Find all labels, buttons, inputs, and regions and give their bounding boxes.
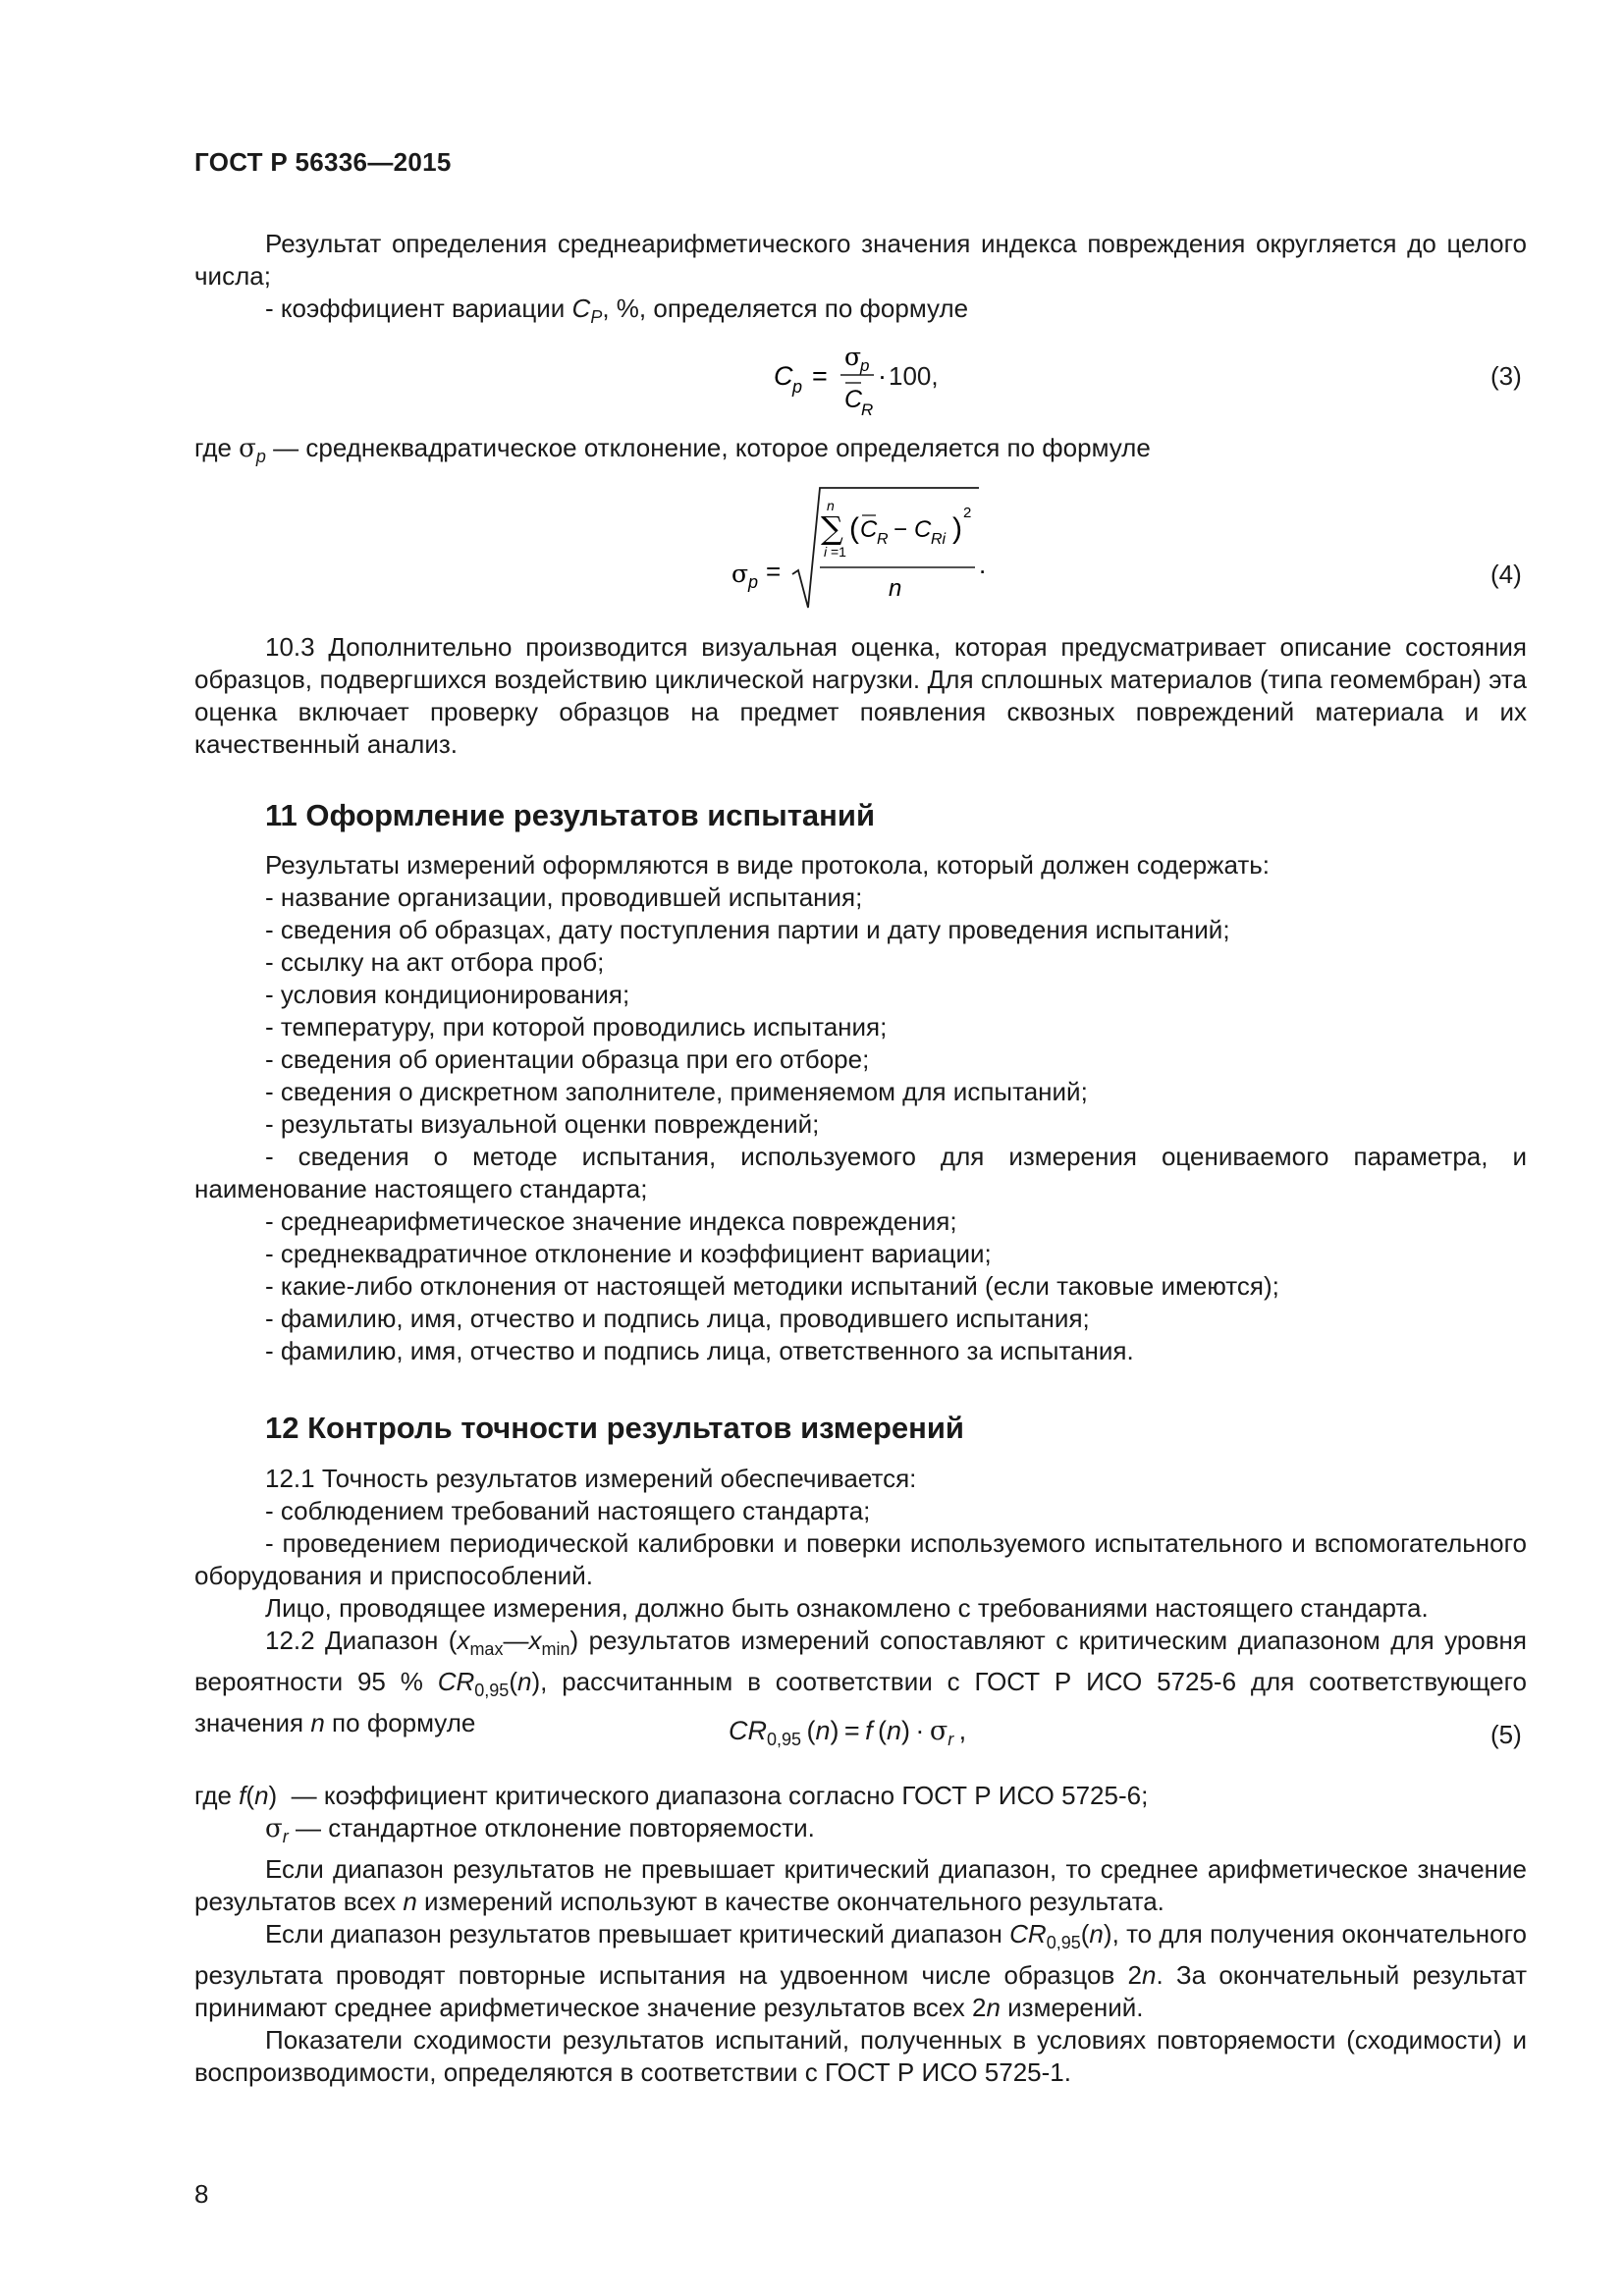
section-12-body-a — [194, 1463, 1527, 1739]
page-number: 8 — [194, 2179, 209, 2209]
variation-item-prefix: - коэффициент вариации — [265, 294, 572, 323]
list-item: - результаты визуальной оценки повреждений; — [265, 1109, 820, 1139]
formula-3-factor: 100, — [889, 361, 939, 391]
list-item: - название организации, проводившей испытания; — [265, 882, 863, 912]
equation-number-5: (5) — [1490, 1720, 1522, 1749]
section-12-title: 12 Контроль точности результатов измерений — [265, 1411, 964, 1445]
equation-number-4: (4) — [1490, 560, 1522, 589]
list-item: - среднеарифметическое значение индекса повреждения; — [265, 1206, 957, 1236]
p4-part-b: измерений используют в качестве окончательного результата. — [416, 1887, 1164, 1916]
svg-text:C: C — [844, 386, 863, 413]
section-11-body — [194, 849, 1527, 1367]
paragraph-12-2: 12.2 Диапазон $(x_{max}—x_{min})$ результатов измерений сопоставляют с критическим диапазоном для уровня вероятности 95 % $CR_{0,95}(n)$, рассчитанным в соответствии с ГОСТ Р ИСО 5725-6 для соответствующего значения n по формуле — [194, 1626, 1527, 1737]
svg-text:i: i — [824, 544, 828, 560]
list-item: - проведением периодической калибровки и поверки используемого испытательного и вспомогательного оборудования и приспособлений. — [194, 1528, 1527, 1590]
paragraph-12-1: 12.1 Точность результатов измерений обеспечивается: — [265, 1464, 917, 1493]
list-item: - сведения об образцах, дату поступления партии и дату проведения испытаний; — [265, 915, 1230, 944]
variation-coefficient-item: - коэффициент вариации $C_P$, %, определяется по формуле — [265, 294, 969, 327]
svg-text:·: · — [878, 361, 887, 391]
formula-4 — [722, 476, 997, 614]
svg-text:n: n — [889, 575, 902, 602]
formula-5: $CR_{0,95}$ (n) = f $(n) \cdot \sigma_r$ , — [729, 1716, 967, 1749]
svg-text:p: p — [792, 377, 803, 397]
paragraph-convergence: Показатели сходимости результатов испытаний, полученных в условиях повторяемости (сходимости) и воспроизводимости, определяются в соответствии с ГОСТ Р ИСО 5725-1. — [194, 2025, 1527, 2087]
svg-text:C: C — [914, 516, 932, 543]
list-item: - сведения о методе испытания, используемого для измерения оцениваемого параметра, и наименование настоящего стандарта; — [194, 1142, 1527, 1203]
svg-text:−: − — [893, 516, 908, 543]
sigma-definition-text: где $\sigma_p$ — среднеквадратическое отклонение, которое определяется по формуле — [194, 433, 1151, 466]
p4-part-a: Если диапазон результатов не превышает критический диапазон, то среднее арифметическое значение результатов всех — [194, 1854, 1527, 1916]
list-item: - ссылку на акт отбора проб; — [265, 947, 605, 977]
paragraph-10-3-block — [194, 631, 1527, 761]
svg-text:p: p — [860, 356, 870, 375]
section-12-body-b — [194, 1780, 1527, 2089]
variation-item-suffix: , %, определяется по формуле — [602, 294, 969, 323]
p12-2-part-b: ) результатов измерений сопоставляют с критическим диапазоном для уровня вероятности 95 % — [194, 1626, 1527, 1696]
svg-text:C: C — [860, 516, 878, 543]
svg-text:C: C — [774, 361, 793, 391]
paragraph-not-exceed: Если диапазон результатов не превышает критический диапазон, то среднее арифметическое значение результатов всех n измерений используют в качестве окончательного результата. — [194, 1854, 1527, 1916]
paragraph-10-3: 10.3 Дополнительно производится визуальная оценка, которая предусматривает описание состояния образцов, подвергшихся воздействию циклической нагрузки. Для сплошных материалов (типа геомембран) эта оценка включает проверку образцов на предмет появления сквозных повреждений материала и их качественный анализ. — [194, 632, 1527, 759]
p12-2-part-d: по формуле — [324, 1708, 476, 1737]
equation-number-3: (3) — [1490, 361, 1522, 391]
svg-text:): ) — [952, 512, 962, 545]
formula-3-graphic — [766, 334, 1001, 422]
list-item: - сведения о дискретном заполнителе, применяемом для испытаний; — [265, 1077, 1088, 1106]
sigma-definition — [194, 432, 1527, 473]
svg-text:.: . — [979, 550, 987, 579]
list-item: - условия кондиционирования; — [265, 980, 630, 1009]
sigma-def-prefix: где — [194, 433, 240, 462]
svg-text:n: n — [827, 498, 835, 513]
formula-3 — [766, 334, 1001, 422]
section-11-title: 11 Оформление результатов испытаний — [265, 798, 875, 832]
svg-text:(: ( — [849, 512, 859, 545]
paragraph-exceed: Если диапазон результатов превышает критический диапазон $CR_{0,95}(n)$, то для получения окончательного результата проводят повторные испытания на удвоенном числе образцов 2n. За окончательный результат принимают среднее арифметическое значение результатов всех 2n измерений. — [194, 1919, 1527, 2022]
svg-text:2: 2 — [963, 505, 972, 521]
list-item: - среднеквадратичное отклонение и коэффициент вариации; — [265, 1239, 992, 1268]
document-code: ГОСТ Р 56336—2015 — [194, 147, 452, 177]
p12-2-part-a: 12.2 Диапазон ( — [265, 1626, 458, 1655]
svg-text:p: p — [748, 572, 759, 592]
svg-text:∑: ∑ — [821, 509, 843, 547]
p12-2-part-c: , рассчитанным в соответствии с ГОСТ Р ИСО 5725-6 для соответствующего значения — [194, 1667, 1527, 1737]
intro-block — [194, 228, 1527, 334]
list-item: - сведения об ориентации образца при его отборе; — [265, 1044, 870, 1074]
def1-text: — коэффициент критического диапазона согласно ГОСТ Р ИСО 5725-6; — [284, 1781, 1149, 1810]
p5-part-d: измерений. — [1000, 1993, 1144, 2022]
list-item: - соблюдением требований настоящего стандарта; — [265, 1496, 871, 1525]
svg-text:=: = — [766, 557, 782, 586]
definition-f-n: где f(n) — коэффициент критического диапазона согласно ГОСТ Р ИСО 5725-6; — [194, 1781, 1149, 1810]
svg-text:=1: =1 — [831, 544, 846, 560]
formula-4-graphic — [722, 476, 997, 614]
p5-part-a: Если диапазон результатов превышает критический диапазон — [265, 1919, 1010, 1949]
svg-text:=: = — [812, 361, 828, 391]
svg-text:R: R — [877, 531, 889, 548]
definition-sigma-r: $\sigma_r$ — стандартное отклонение повторяемости. — [265, 1813, 815, 1846]
svg-text:R: R — [861, 400, 874, 419]
list-item: - температуру, при которой проводились испытания; — [265, 1012, 888, 1041]
svg-text:σ: σ — [731, 560, 749, 588]
def2-text: — стандартное отклонение повторяемости. — [288, 1813, 815, 1842]
def1-prefix: где — [194, 1781, 240, 1810]
intro-paragraph: Результат определения среднеарифметического значения индекса повреждения округляется до целого числа; — [194, 229, 1527, 291]
list-item: - фамилию, имя, отчество и подпись лица, проводившего испытания; — [265, 1304, 1090, 1333]
list-item: - фамилию, имя, отчество и подпись лица, ответственного за испытания. — [265, 1336, 1134, 1365]
svg-text:σ: σ — [844, 343, 862, 371]
svg-text:Ri: Ri — [931, 531, 947, 548]
paragraph-operator: Лицо, проводящее измерения, должно быть ознакомлено с требованиями настоящего стандарта. — [265, 1593, 1429, 1623]
section-11-lead: Результаты измерений оформляются в виде протокола, который должен содержать: — [265, 850, 1271, 880]
sigma-def-text: — среднеквадратическое отклонение, которое определяется по формуле — [265, 433, 1151, 462]
p5-part-c: . За окончательный результат принимают среднее арифметическое значение результатов всех 2 — [194, 1960, 1527, 2022]
p5-part-b: , то для получения окончательного результата проводят повторные испытания на удвоенном числе образцов 2 — [194, 1919, 1527, 1990]
list-item: - какие-либо отклонения от настоящей методики испытаний (если таковые имеются); — [265, 1271, 1279, 1301]
